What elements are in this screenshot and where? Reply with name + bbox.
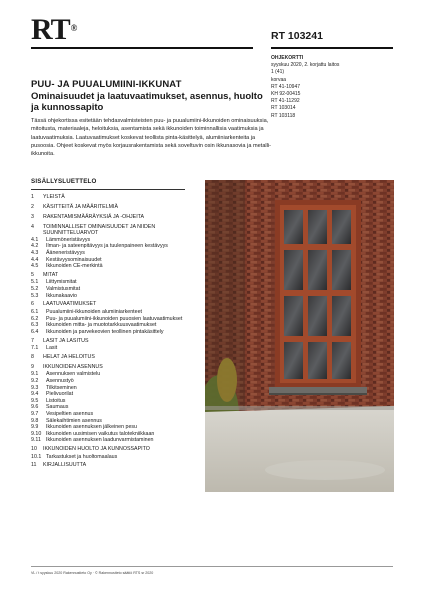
logo-registered-mark: ®: [70, 23, 77, 33]
toc-entry: [31, 353, 201, 362]
toc-entry: [31, 293, 201, 300]
toc-entry-number: 9.2: [31, 377, 39, 384]
toc-entry: [31, 431, 201, 438]
toc-entry: [31, 424, 201, 431]
toc-entry-number: 2: [31, 203, 34, 210]
toc-entry-number: 9.7: [31, 410, 39, 417]
toc-entry: [31, 279, 201, 286]
toc-entry-number: 8: [31, 353, 34, 360]
toc-entry: [31, 271, 201, 280]
document-meta: [271, 55, 339, 120]
toc-entry-text: Ikkunoiden asennuksen laadunvarmistaminen: [46, 437, 154, 444]
toc-entry: [31, 437, 201, 444]
toc-entry: [31, 418, 201, 425]
meta-line: RT 41-11292: [271, 98, 300, 105]
toc-entry-number: 5.3: [31, 292, 39, 299]
toc-rule: [31, 189, 185, 190]
toc-entry-number: 9.11: [31, 437, 41, 444]
toc-entry-text: HELAT JA HELOITUS: [43, 353, 95, 360]
toc-entry-text: TOIMINNALLISET OMINAISUUDET JA NIIDEN: [43, 223, 156, 230]
toc-entry-number: 6.1: [31, 309, 39, 316]
toc-entry-text: Puu- ja puualumiini-ikkunoiden puuosien laatuvaatimukset: [46, 315, 183, 322]
toc-entry-number: 11: [31, 462, 37, 469]
toc-entry-text: Ilman- ja sateenpitävyys ja tuulenpaineen kestävyys: [46, 243, 168, 250]
toc-entry-number: 4.2: [31, 243, 39, 250]
toc-entry-text: Ikkunoiden ja parvekeovien teollinen pintakäsittely: [46, 328, 164, 335]
toc-entry-number: 9.5: [31, 397, 39, 404]
toc-entry-number: 9.9: [31, 424, 39, 431]
toc-entry: [31, 391, 201, 398]
meta-line: korvaa: [271, 76, 287, 83]
toc-entry-text: Lämmöneristävyys: [46, 236, 91, 243]
toc-entry: [31, 398, 201, 405]
toc-entry-number: 9.6: [31, 404, 39, 411]
toc-entry-number: 6.4: [31, 328, 39, 335]
toc-entry-text: Valmistusmitat: [46, 286, 81, 293]
toc-entry-number: 9.8: [31, 417, 39, 424]
toc-entry-text: KIRJALLISUUTTA: [43, 462, 87, 469]
toc-entry-number: 10: [31, 446, 37, 453]
toc-entry-number: 4: [31, 223, 34, 230]
toc-entry-number: 4.4: [31, 256, 39, 263]
toc-entry: [31, 213, 201, 222]
toc-entry-number: 4.5: [31, 263, 39, 270]
toc-entry-number: 9.1: [31, 371, 39, 378]
toc-entry-text: Ääneneristävyys: [46, 249, 85, 256]
toc-entry-text: IKKUNOIDEN ASENNUS: [43, 363, 103, 370]
toc-entry-text: Tilkitseminen: [46, 384, 77, 391]
toc-entry: [31, 243, 201, 250]
toc-entry: [31, 411, 201, 418]
toc-entry-text: Lasit: [46, 345, 58, 352]
toc-entry: [31, 316, 201, 323]
document-number: RT 103241: [271, 30, 323, 42]
toc-entry-text: Tarkastukset ja huoltomaalaus: [46, 453, 118, 460]
toc-entry: [31, 322, 201, 329]
logo-text: RT: [31, 13, 70, 46]
toc-entry-text: Pielivuorilat: [46, 391, 74, 398]
toc-entry-number: 4.1: [31, 236, 39, 243]
toc-entry-number: 9: [31, 363, 34, 370]
toc-entry-number: 7: [31, 337, 34, 344]
toc-entry-text: LAATUVAATIMUKSET: [43, 301, 97, 308]
toc-heading: SISÄLLYSLUETTELO: [31, 178, 97, 185]
meta-line: 1 (41): [271, 69, 285, 76]
toc-entry-text: RAKENTAMISMÄÄRÄYKSIÄ JA -OHJEITA: [43, 213, 145, 220]
meta-line: RT 41-10947: [271, 83, 301, 90]
toc-entry-number: 4.3: [31, 249, 39, 256]
toc-entry: [31, 263, 201, 270]
footer-text: VL / t syyskuu 2020 Rakennustieto Oy · © Rakennustieto säätiö RTS sr 2020: [31, 571, 154, 575]
toc-entry-number: 6.3: [31, 322, 39, 329]
toc-entry: [31, 404, 201, 411]
toc-entry-text: SUUNNITTELUARVOT: [43, 230, 99, 237]
toc-entry: [31, 385, 201, 392]
meta-line: KH 92-00415: [271, 91, 301, 98]
toc-entry-text: Vesipeltien asennus: [46, 410, 94, 417]
toc-entry-number: 6.2: [31, 315, 39, 322]
toc-entry-number: 1: [31, 194, 34, 201]
toc-entry-text: Ikkunoiden asennuksen jälkeinen pesu: [46, 424, 137, 431]
toc-entry-text: MITAT: [43, 271, 59, 278]
toc-entry-text: Listoitus: [46, 397, 66, 404]
toc-entry: [31, 257, 201, 264]
toc-entry-text: KÄSITTEITÄ JA MÄÄRITELMIÄ: [43, 203, 119, 210]
meta-line: syyskuu 2020, 2. korjattu laitos: [271, 62, 340, 69]
rt-logo: [31, 15, 76, 45]
page-subtitle: Ominaisuudet ja laatuvaatimukset, asennus, huolto ja kunnossapito: [31, 91, 263, 113]
toc-entry: [31, 250, 201, 257]
toc-entry-text: Puualumiini-ikkunoiden alumiiniarkenteet: [46, 309, 142, 316]
toc-entry: [31, 454, 201, 461]
toc-entry-number: 5.1: [31, 279, 39, 286]
toc-entry-text: LASIT JA LASITUS: [43, 337, 89, 344]
toc-entry: [31, 461, 201, 470]
toc-entry-text: Asennustyö: [46, 377, 74, 384]
toc-entry: [31, 378, 201, 385]
toc-entry-text: Ikkunoiden CE-merkintä: [46, 263, 103, 270]
brick-facade-window-photo: [205, 180, 394, 492]
toc-entry-text: Ikkunoiden mitta- ja muototarkkuusvaatimukset: [46, 322, 157, 329]
toc-entry-text: Asennuksen valmistelu: [46, 371, 101, 378]
toc-entry-number: 9.3: [31, 384, 39, 391]
toc-entry-text: YLEISTÄ: [43, 194, 65, 201]
toc-entry: [31, 445, 201, 454]
footer-rule: [31, 566, 393, 567]
toc-entry: [31, 329, 201, 336]
table-of-contents: [31, 192, 201, 470]
toc-entry-number: 9.10: [31, 430, 42, 437]
toc-entry-number: 10.1: [31, 453, 42, 460]
toc-entry: [31, 363, 201, 372]
toc-entry-number: 3: [31, 213, 34, 220]
toc-entry-number: 5.2: [31, 286, 39, 293]
toc-entry-number: 9.4: [31, 391, 39, 398]
photo-illustration: [205, 180, 394, 492]
header-rule-left: [31, 47, 253, 49]
meta-line: OHJEKORTTI: [271, 55, 304, 61]
page-title: PUU- JA PUUALUMIINI-IKKUNAT: [31, 79, 182, 90]
toc-entry-number: 5: [31, 271, 34, 278]
meta-line: RT 103118: [271, 112, 296, 119]
toc-entry: [31, 286, 201, 293]
toc-entry: [31, 371, 201, 378]
header-rule-right: [271, 47, 393, 49]
toc-entry-text: Liittymismitat: [46, 279, 77, 286]
toc-entry: [31, 309, 201, 316]
toc-entry: [31, 237, 201, 244]
toc-entry-text: Ikkunoiden uusimisen vaikutus talotekniikkaan: [46, 430, 155, 437]
toc-entry-text: Kestävyysominaisuudet: [46, 256, 102, 263]
toc-entry-text: Saumaus: [46, 404, 69, 411]
toc-entry: [31, 203, 201, 212]
meta-line: RT 103014: [271, 105, 296, 112]
toc-entry-number: 7.1: [31, 345, 39, 352]
intro-paragraph: Tässä ohjekortissa esitetään tehdasvalmisteisten puu- ja puualumiini-ikkunoiden ominaisuuksia, mitoitusta, materiaaleja, heloituksia, asentamista sekä ikkunoiden toiminnallisia vaatimuksia ja laatuvaatimuksia. Laatuvaatimukset koskevat teollista pinta-käsittelyä, alumiiniarkenteita ja pusoosia. Ohjeet koskevat myös korjausrakentamista sekä soveltuvin osin ikkunasovia ja metalli-ikkunoita.: [31, 118, 272, 158]
toc-entry: [31, 345, 201, 352]
toc-entry-text: Sälekaihtimien asennus: [46, 417, 102, 424]
toc-entry-number: [31, 230, 43, 237]
toc-entry-text: IKKUNOIDEN HUOLTO JA KUNNOSSAPITO: [43, 446, 150, 453]
toc-entry-text: Ikkunakaavio: [46, 292, 77, 299]
toc-entry: [31, 230, 201, 237]
toc-entry: [31, 193, 201, 202]
toc-entry-number: 6: [31, 301, 34, 308]
toc-entry: [31, 300, 201, 309]
toc-entry: [31, 337, 201, 346]
